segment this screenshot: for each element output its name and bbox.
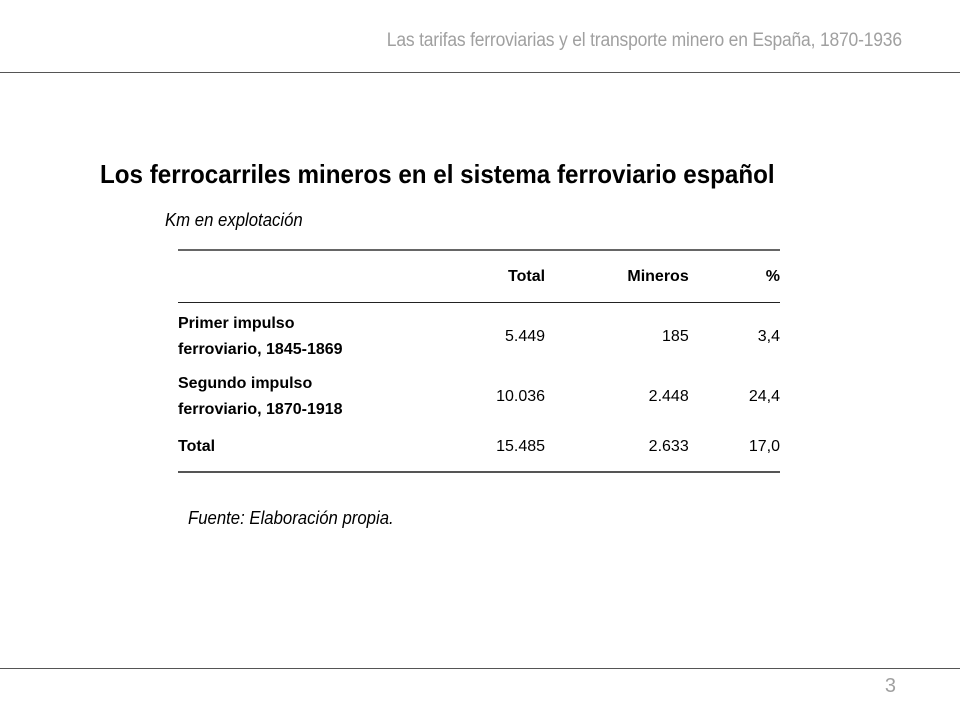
cell-mineros: 2.448 xyxy=(648,388,689,405)
footer-divider xyxy=(0,668,960,669)
header-divider xyxy=(0,72,960,73)
km-table xyxy=(178,249,780,473)
row-label: Total xyxy=(178,438,216,455)
row-label-line1: Primer impulso xyxy=(178,315,295,332)
header-title: Las tarifas ferroviarias y el transporte minero en España, 1870-1936 xyxy=(386,30,902,51)
row-label-line2: ferroviario, 1870-1918 xyxy=(178,401,343,418)
header-cell-label xyxy=(178,250,367,303)
cell-percent: 3,4 xyxy=(757,328,780,345)
cell-percent: 24,4 xyxy=(748,388,780,405)
header-cell-total: Total xyxy=(508,267,546,285)
cell-total: 15.485 xyxy=(496,438,546,455)
header-cell-mineros: Mineros xyxy=(627,267,689,285)
table-subtitle: Km en explotación xyxy=(165,210,303,230)
cell-percent: 17,0 xyxy=(748,438,780,455)
cell-total: 10.036 xyxy=(496,388,546,405)
cell-mineros: 185 xyxy=(662,328,689,345)
row-label xyxy=(178,303,367,372)
source-note: Fuente: Elaboración propia. xyxy=(188,508,394,528)
header-cell-percent: % xyxy=(765,267,780,285)
table-row-total xyxy=(178,423,780,472)
slide-title: Los ferrocarriles mineros en el sistema ferroviario español xyxy=(100,159,775,189)
cell-total: 5.449 xyxy=(505,328,546,345)
cell-mineros: 2.633 xyxy=(648,438,689,455)
row-label-line1: Segundo impulso xyxy=(178,375,313,392)
row-label xyxy=(178,371,367,423)
row-label-line2: ferroviario, 1845-1869 xyxy=(178,341,343,358)
table-row xyxy=(178,303,780,372)
table-header-row xyxy=(178,250,780,303)
table-row xyxy=(178,371,780,423)
page-number: 3 xyxy=(884,675,896,697)
